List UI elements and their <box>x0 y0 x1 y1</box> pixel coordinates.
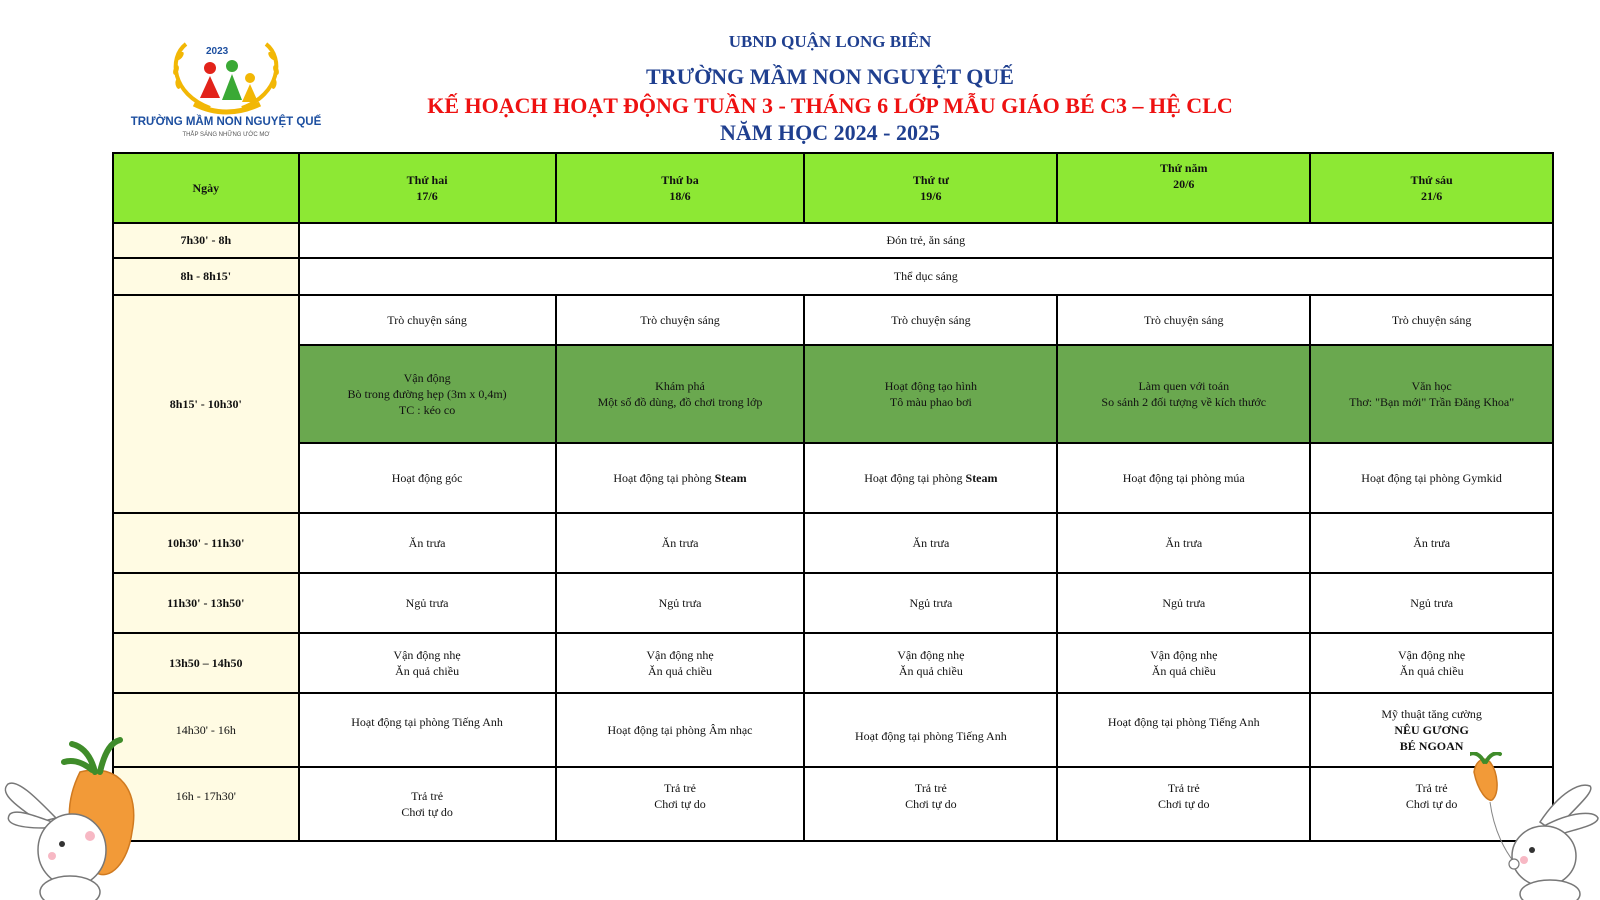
table-row <box>113 767 1553 841</box>
afternoon-cell: Vận động nhẹ Ăn quả chiều <box>1310 633 1553 693</box>
afternoon2-cell: Hoạt động tại phòng Âm nhạc <box>556 693 805 767</box>
welcome-cell: Đón trẻ, ăn sáng <box>299 223 1553 258</box>
day-header-tuesday: Thứ ba 18/6 <box>556 153 805 223</box>
pickup-cell: Trả trẻ Chơi tự do <box>299 767 556 841</box>
lesson-cell-thursday: Làm quen với toán So sánh 2 đối tượng về kích thước <box>1057 345 1310 443</box>
nap-cell: Ngủ trưa <box>1057 573 1310 633</box>
bunny-carrot-left-icon <box>0 732 140 900</box>
chat-cell: Trò chuyện sáng <box>1310 295 1553 345</box>
logo-emblem-icon <box>128 28 324 118</box>
nap-cell: Ngủ trưa <box>556 573 805 633</box>
lesson-cell-friday: Văn học Thơ: "Bạn mới" Trần Đăng Khoa" <box>1310 345 1553 443</box>
afternoon2-cell: Hoạt động tại phòng Tiếng Anh <box>1057 693 1310 767</box>
nap-cell: Ngủ trưa <box>1310 573 1553 633</box>
afternoon2-cell: Hoạt động tại phòng Tiếng Anh <box>299 693 556 767</box>
lesson-cell-tuesday: Khám phá Một số đồ dùng, đồ chơi trong lớp <box>556 345 805 443</box>
chat-cell: Trò chuyện sáng <box>804 295 1057 345</box>
activity-cell: Hoạt động tại phòng Steam <box>804 443 1057 513</box>
time-cell: 13h50 – 14h50 <box>113 633 299 693</box>
table-header-row <box>113 153 1553 223</box>
day-header-wednesday: Thứ tư 19/6 <box>804 153 1057 223</box>
lesson-cell-wednesday: Hoạt động tạo hình Tô màu phao bơi <box>804 345 1057 443</box>
logo-name: TRƯỜNG MẦM NON NGUYỆT QUẾ <box>130 116 322 128</box>
table-row <box>113 258 1553 295</box>
afternoon2-cell-friday: Mỹ thuật tăng cường NÊU GƯƠNG BÉ NGOAN <box>1310 693 1553 767</box>
logo-tagline: THẮP SÁNG NHỮNG ƯỚC MƠ <box>182 132 270 138</box>
logo-year: 2023 <box>206 46 229 57</box>
lunch-cell: Ăn trưa <box>1310 513 1553 573</box>
lunch-cell: Ăn trưa <box>299 513 556 573</box>
nap-cell: Ngủ trưa <box>804 573 1057 633</box>
time-cell: 11h30' - 13h50' <box>113 573 299 633</box>
activity-cell: Hoạt động tại phòng Gymkid <box>1310 443 1553 513</box>
chat-cell: Trò chuyện sáng <box>556 295 805 345</box>
lunch-cell: Ăn trưa <box>804 513 1057 573</box>
time-cell: 16h - 17h30' <box>113 767 299 841</box>
chat-cell: Trò chuyện sáng <box>299 295 556 345</box>
activity-cell: Hoạt động tại phòng Steam <box>556 443 805 513</box>
day-header-friday: Thứ sáu 21/6 <box>1310 153 1553 223</box>
nap-cell: Ngủ trưa <box>299 573 556 633</box>
time-cell: 8h - 8h15' <box>113 258 299 295</box>
table-row <box>113 693 1553 767</box>
exercise-cell: Thể dục sáng <box>299 258 1553 295</box>
school-year: NĂM HỌC 2024 - 2025 <box>720 120 940 145</box>
district-title: UBND QUẬN LONG BIÊN <box>728 32 932 51</box>
afternoon-cell: Vận động nhẹ Ăn quả chiều <box>804 633 1057 693</box>
bunny-balloon-right-icon <box>1470 752 1600 900</box>
afternoon2-cell: Hoạt động tại phòng Tiếng Anh <box>804 693 1057 767</box>
table-row <box>113 223 1553 258</box>
time-cell: 7h30' - 8h <box>113 223 299 258</box>
afternoon-cell: Vận động nhẹ Ăn quả chiều <box>556 633 805 693</box>
school-title: TRƯỜNG MẦM NON NGUYỆT QUẾ <box>646 64 1014 89</box>
activity-cell: Hoạt động góc <box>299 443 556 513</box>
table-row <box>113 295 1553 345</box>
day-column-header: Ngày <box>113 153 299 223</box>
weekly-schedule-table <box>112 152 1554 842</box>
pickup-cell: Trả trẻ Chơi tự do <box>804 767 1057 841</box>
plan-title: KẾ HOẠCH HOẠT ĐỘNG TUẦN 3 - THÁNG 6 LỚP MẪU GIÁO BÉ C3 – HỆ CLC <box>427 93 1233 118</box>
lesson-cell-monday: Vận động Bò trong đường hẹp (3m x 0,4m) TC : kéo co <box>299 345 556 443</box>
pickup-cell: Trả trẻ Chơi tự do <box>1310 767 1553 841</box>
afternoon-cell: Vận động nhẹ Ăn quả chiều <box>299 633 556 693</box>
table-row <box>113 573 1553 633</box>
day-header-monday: Thứ hai 17/6 <box>299 153 556 223</box>
time-cell: 10h30' - 11h30' <box>113 513 299 573</box>
activity-cell: Hoạt động tại phòng múa <box>1057 443 1310 513</box>
time-cell: 8h15' - 10h30' <box>113 295 299 513</box>
pickup-cell: Trả trẻ Chơi tự do <box>1057 767 1310 841</box>
table-row <box>113 443 1553 513</box>
chat-cell: Trò chuyện sáng <box>1057 295 1310 345</box>
pickup-cell: Trả trẻ Chơi tự do <box>556 767 805 841</box>
time-cell: 14h30' - 16h <box>113 693 299 767</box>
table-row <box>113 513 1553 573</box>
day-header-thursday: Thứ năm 20/6 <box>1057 153 1310 223</box>
lunch-cell: Ăn trưa <box>1057 513 1310 573</box>
afternoon-cell: Vận động nhẹ Ăn quả chiều <box>1057 633 1310 693</box>
school-logo <box>128 28 324 146</box>
table-row <box>113 633 1553 693</box>
table-row <box>113 345 1553 443</box>
lunch-cell: Ăn trưa <box>556 513 805 573</box>
